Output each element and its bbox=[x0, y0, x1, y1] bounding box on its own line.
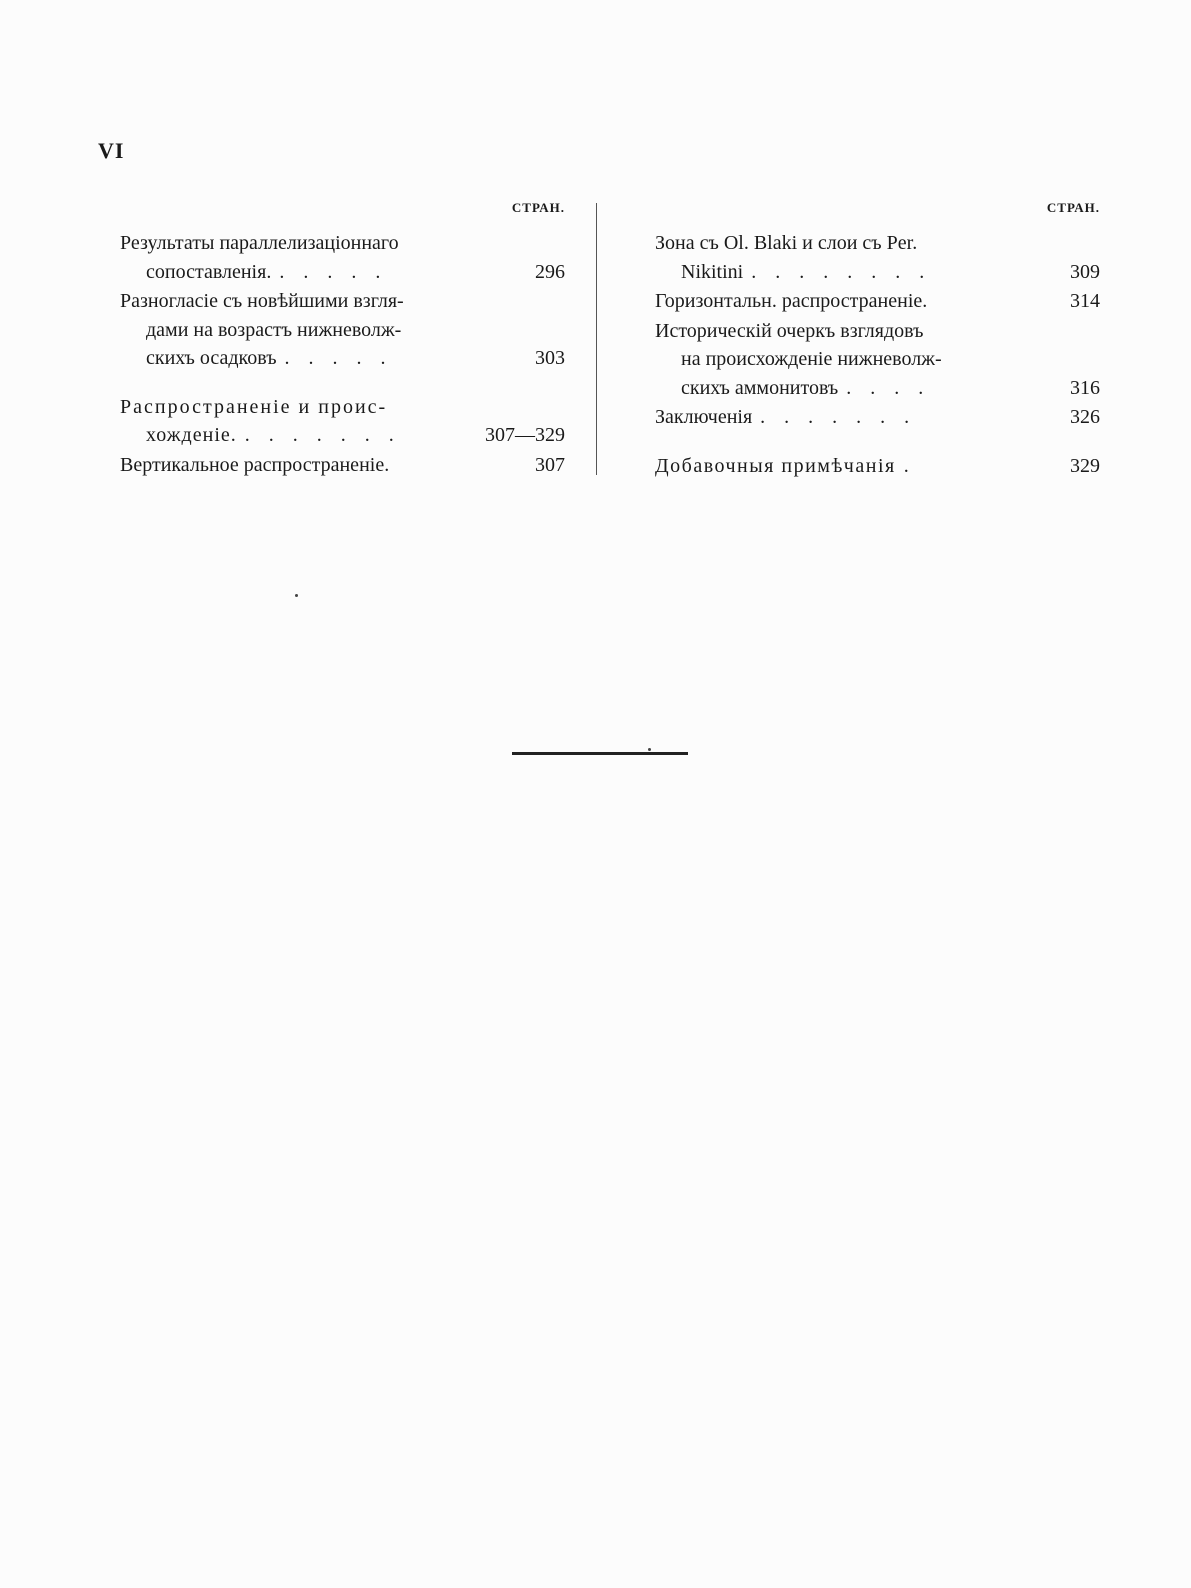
toc-entry bbox=[120, 229, 565, 286]
toc-entry bbox=[655, 317, 1100, 403]
dot-leader: . . . . . bbox=[279, 260, 388, 283]
toc-entry bbox=[655, 403, 1100, 432]
page-ref: 303 bbox=[535, 347, 565, 369]
toc-line bbox=[120, 316, 565, 345]
entry-text: Распространеніе и проис- bbox=[120, 395, 388, 418]
toc-line bbox=[655, 229, 1100, 258]
entry-text: Зона съ Ol. Blaki и слои съ Per. bbox=[655, 232, 918, 254]
entry-text: Nikitini bbox=[681, 260, 744, 283]
print-speck bbox=[648, 748, 651, 751]
toc-entry bbox=[120, 451, 565, 480]
toc-line bbox=[655, 258, 1100, 287]
entry-text: скихъ осадковъ bbox=[146, 347, 277, 369]
column-divider bbox=[596, 203, 597, 475]
entry-text: сопоставленія. bbox=[146, 260, 272, 283]
toc-line bbox=[120, 451, 565, 480]
dot-leader: . . . . bbox=[846, 376, 931, 399]
page-ref: 314 bbox=[1070, 290, 1100, 312]
toc-line bbox=[655, 345, 1100, 374]
page-ref: 307 bbox=[535, 453, 565, 476]
entry-text: Горизонтальн. распространеніе. bbox=[655, 290, 928, 312]
toc-line bbox=[655, 317, 1100, 346]
column-header: СТРАН. bbox=[1046, 200, 1100, 215]
entry-text: Разногласіе съ новѣйшими взгля- bbox=[120, 290, 404, 312]
toc-column-right bbox=[655, 200, 1100, 481]
column-header: СТРАН. bbox=[511, 200, 565, 215]
print-speck bbox=[295, 594, 298, 597]
toc-entry bbox=[120, 287, 565, 373]
page-ref: 329 bbox=[1070, 454, 1100, 477]
entry-text: Историческій очеркъ взглядовъ bbox=[655, 319, 924, 342]
toc-line bbox=[120, 258, 565, 287]
toc-line bbox=[655, 452, 1100, 481]
page-ref: 326 bbox=[1070, 406, 1100, 428]
toc-line bbox=[655, 287, 1100, 316]
page-ref: 316 bbox=[1070, 376, 1100, 399]
toc-line bbox=[655, 403, 1100, 432]
end-rule bbox=[512, 752, 688, 755]
entry-text: Заключенія bbox=[655, 406, 753, 428]
toc-column-left bbox=[120, 200, 565, 480]
entry-text: на происхожденіе нижневолж- bbox=[681, 348, 942, 370]
toc-line bbox=[655, 374, 1100, 403]
dot-leader: . . . . . . . bbox=[244, 424, 401, 446]
entry-text: Добавочныя примѣчанія bbox=[655, 454, 896, 477]
page-ref: 309 bbox=[1070, 260, 1100, 283]
entry-text: Результаты параллелизаціоннаго bbox=[120, 232, 399, 254]
toc-entry bbox=[655, 452, 1100, 481]
toc-line bbox=[120, 344, 565, 373]
toc-entry bbox=[655, 287, 1100, 316]
page-ref: 307—329 bbox=[485, 424, 565, 446]
toc-line bbox=[120, 287, 565, 316]
toc-line bbox=[120, 229, 565, 258]
dot-leader: . . . . . . . bbox=[760, 406, 917, 428]
dot-leader: . bbox=[903, 454, 916, 477]
dot-leader: . . . . . bbox=[284, 347, 393, 369]
toc-line bbox=[120, 393, 565, 422]
toc-line bbox=[120, 421, 565, 450]
toc-entry bbox=[655, 229, 1100, 286]
entry-text: Вертикальное распространеніе. bbox=[120, 453, 390, 476]
dot-leader: . . . . . . . . bbox=[751, 260, 932, 283]
toc-entry bbox=[120, 393, 565, 450]
entry-text: дами на возрастъ нижневолж- bbox=[146, 318, 402, 341]
page-number: VI bbox=[98, 138, 125, 163]
entry-text: хожденіе. bbox=[146, 424, 237, 446]
page-ref: 296 bbox=[535, 260, 565, 283]
entry-text: скихъ аммонитовъ bbox=[681, 376, 839, 399]
